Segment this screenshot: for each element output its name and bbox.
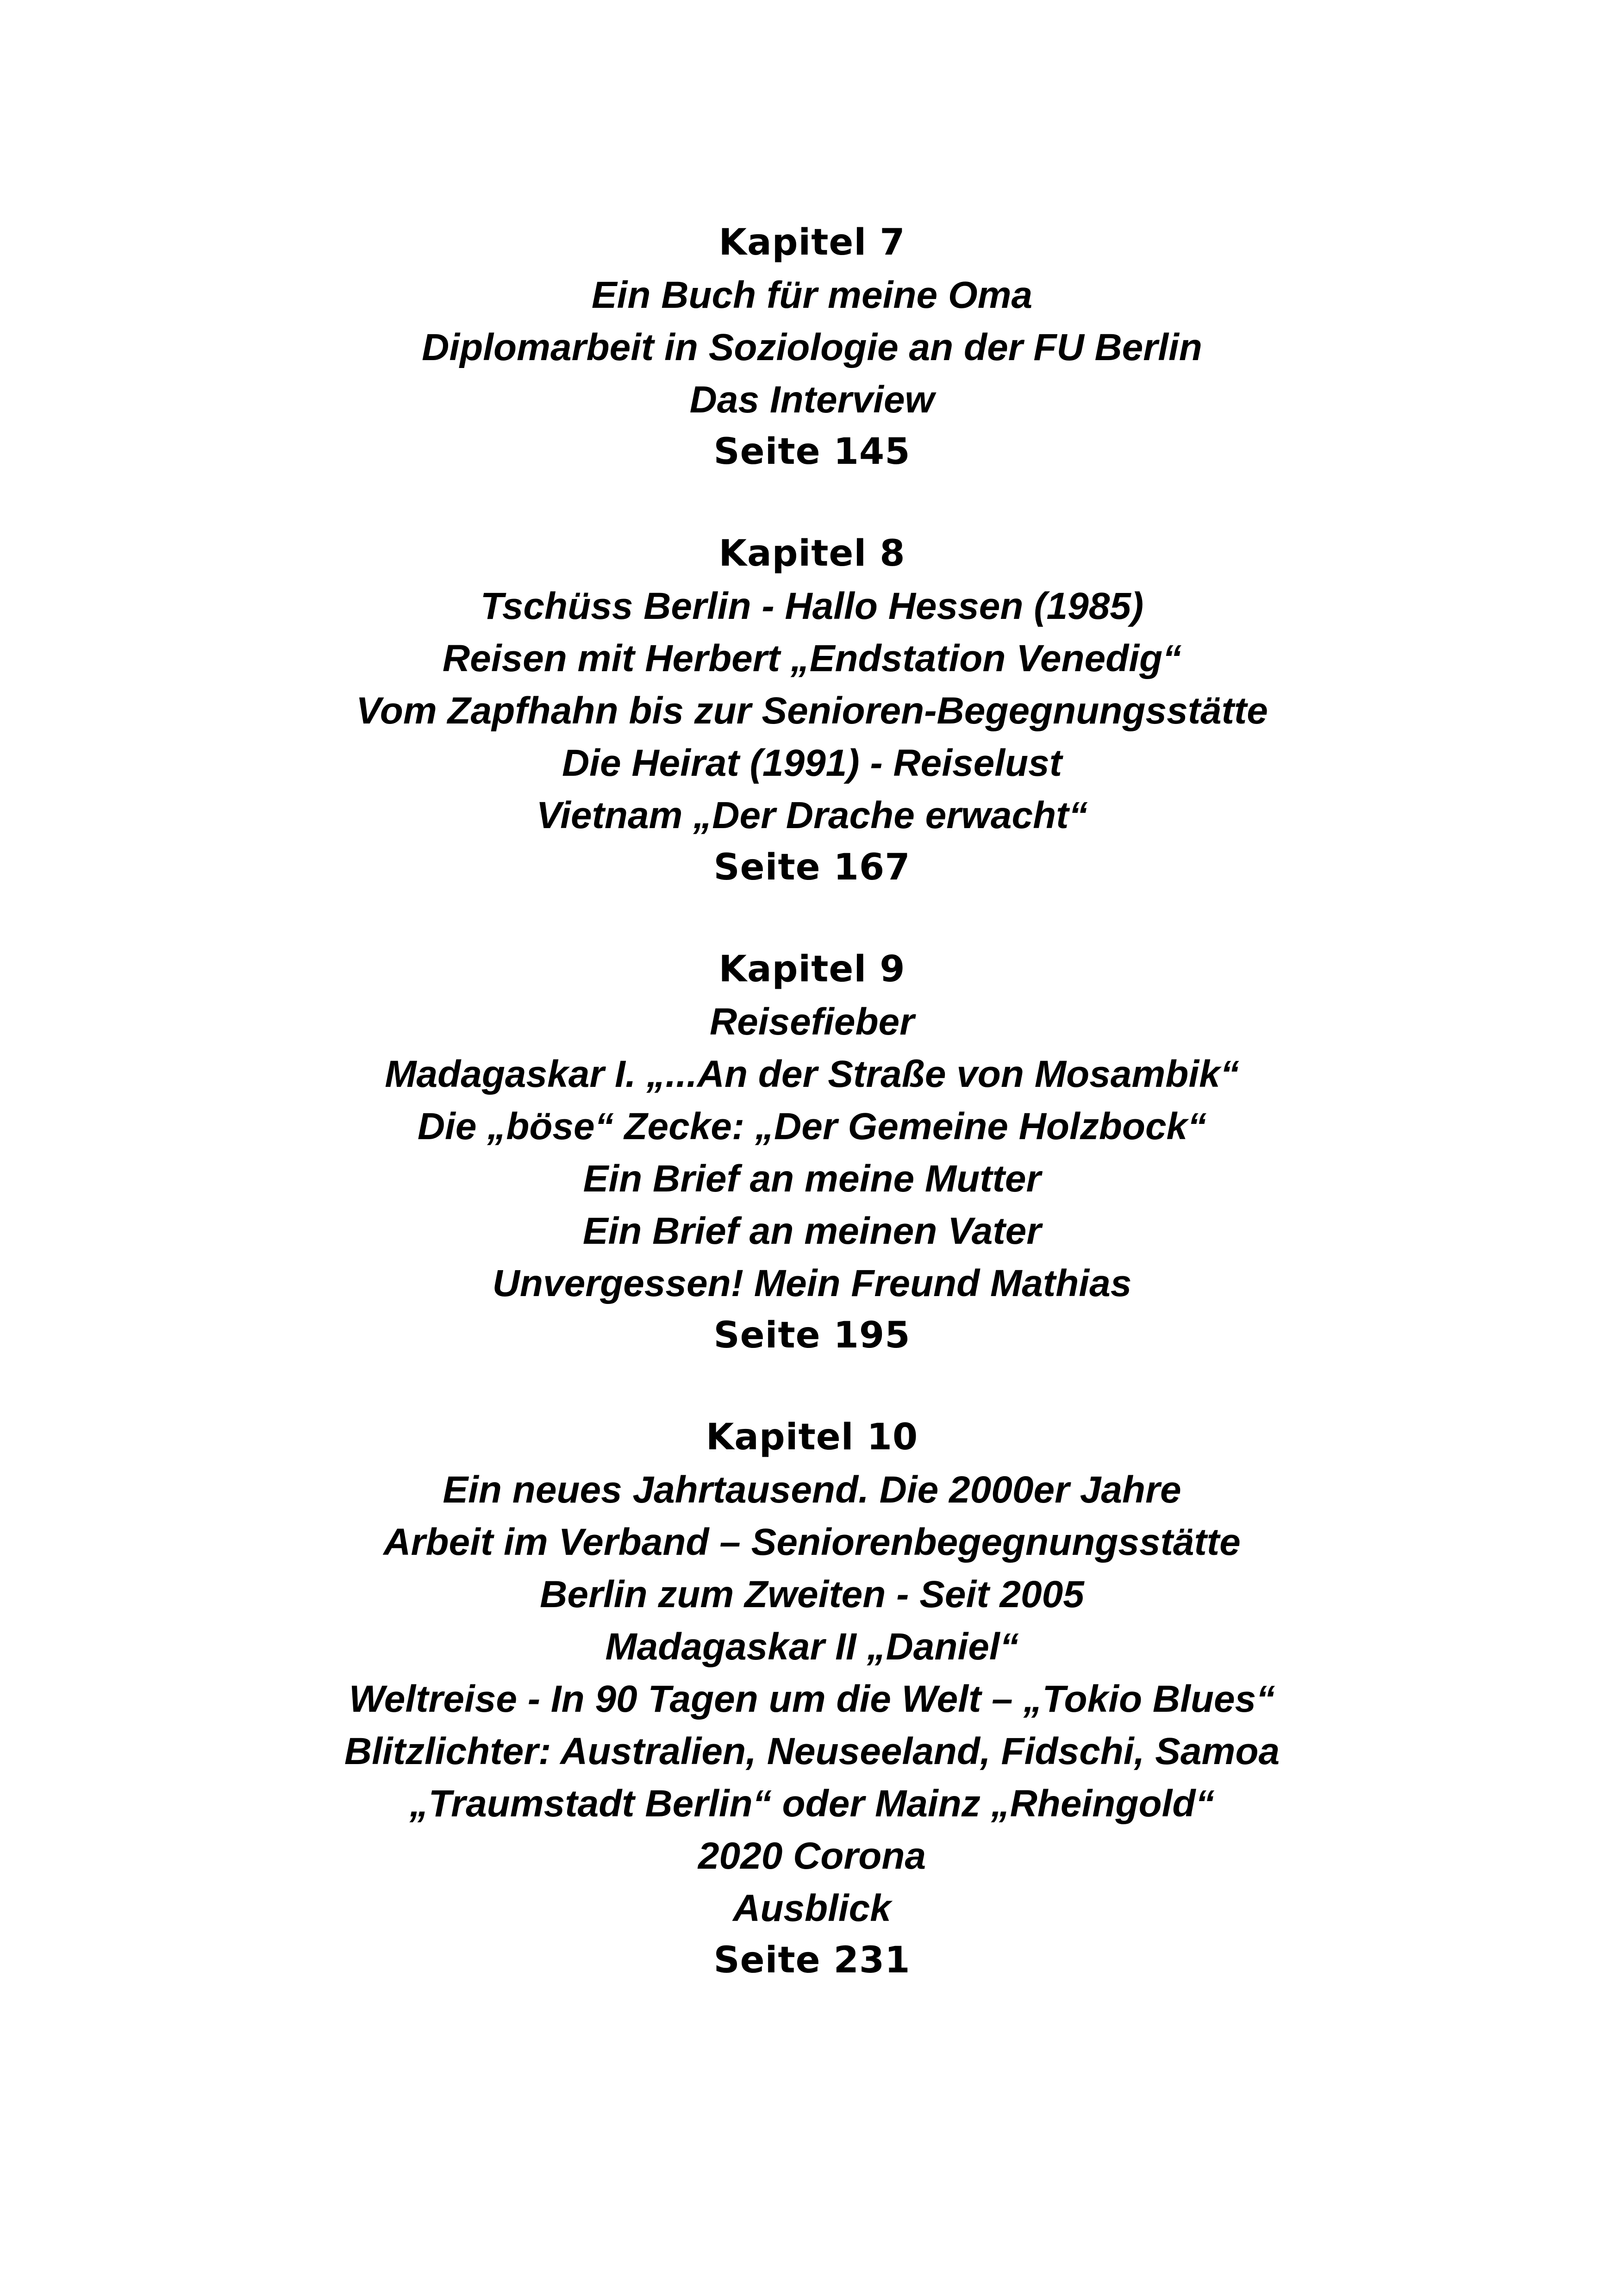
chapter-entry: Ausblick [733, 1887, 891, 1929]
section-spacer [0, 478, 1624, 528]
chapter-entry: Vom Zapfhahn bis zur Senioren-Begegnungsstätte [356, 690, 1268, 732]
chapter-entry: Diplomarbeit in Soziologie an der FU Berlin [422, 326, 1202, 368]
chapter-title: Kapitel 7 [718, 222, 906, 263]
chapter-entry: Vietnam „Der Drache erwacht“ [536, 794, 1088, 836]
chapter-entry: Madagaskar II „Daniel“ [605, 1626, 1019, 1668]
section-spacer [0, 1362, 1624, 1411]
chapter-title: Kapitel 8 [718, 533, 906, 574]
chapter-7-section [0, 217, 1624, 478]
chapter-entry: Ein Brief an meine Mutter [583, 1158, 1041, 1200]
chapter-entry: Die Heirat (1991) - Reiselust [562, 742, 1062, 784]
chapter-page-number: Seite 231 [713, 1940, 911, 1981]
chapter-entry: Blitzlichter: Australien, Neuseeland, Fidschi, Samoa [344, 1730, 1280, 1772]
chapter-10-section [0, 1411, 1624, 1987]
chapter-entry: Reisen mit Herbert „Endstation Venedig“ [442, 637, 1182, 680]
chapter-entry: Arbeit im Verband – Seniorenbegegnungsstätte [383, 1521, 1241, 1563]
chapter-9-section [0, 943, 1624, 1362]
chapter-entry: Weltreise - In 90 Tagen um die Welt – „Tokio Blues“ [349, 1678, 1275, 1720]
chapter-entry: Ein Brief an meinen Vater [582, 1210, 1042, 1252]
chapter-entry: Das Interview [689, 379, 935, 421]
chapter-title: Kapitel 9 [718, 948, 906, 990]
section-spacer [0, 894, 1624, 943]
chapter-entry: Unvergessen! Mein Freund Mathias [492, 1262, 1132, 1304]
chapter-entry: Ein neues Jahrtausend. Die 2000er Jahre [443, 1469, 1181, 1511]
chapter-entry: Berlin zum Zweiten - Seit 2005 [540, 1573, 1084, 1615]
chapter-page-number: Seite 195 [713, 1315, 911, 1356]
chapter-entry: Reisefieber [709, 1001, 915, 1043]
chapter-entry: Madagaskar I. „...An der Straße von Mosambik“ [385, 1053, 1239, 1095]
chapter-page-number: Seite 145 [713, 431, 911, 473]
chapter-8-section [0, 528, 1624, 894]
table-of-contents [0, 217, 1624, 1987]
chapter-entry: „Traumstadt Berlin“ oder Mainz „Rheingold“ [409, 1783, 1215, 1825]
chapter-entry: 2020 Corona [698, 1835, 926, 1877]
chapter-entry: Ein Buch für meine Oma [591, 274, 1033, 316]
chapter-page-number: Seite 167 [713, 847, 911, 888]
chapter-entry: Tschüss Berlin - Hallo Hessen (1985) [480, 585, 1144, 627]
chapter-entry: Die „böse“ Zecke: „Der Gemeine Holzbock“ [417, 1105, 1207, 1148]
chapter-title: Kapitel 10 [706, 1416, 918, 1458]
